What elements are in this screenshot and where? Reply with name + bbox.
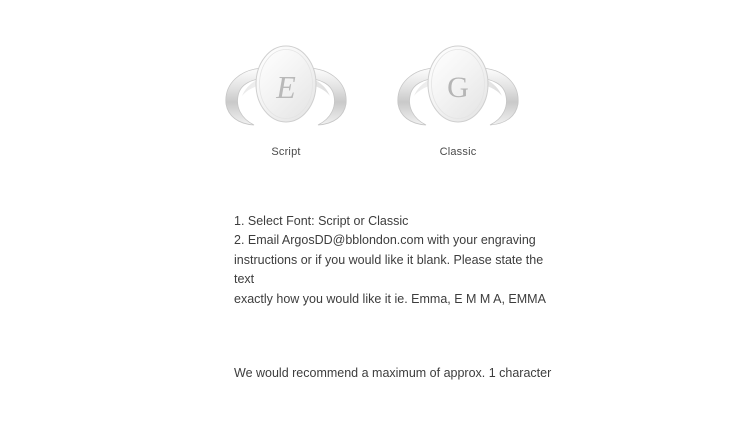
engraved-letter: G xyxy=(447,71,469,104)
instruction-line-4: exactly how you would like it ie. Emma, E M M A, EMMA xyxy=(234,291,546,306)
ring-options-row xyxy=(0,40,750,160)
instruction-line-1: 1. Select Font: Script or Classic xyxy=(234,214,409,228)
ring-option-script[interactable] xyxy=(196,40,376,158)
engraved-letter: E xyxy=(276,69,296,105)
ring-option-script-caption: Script xyxy=(271,146,301,158)
character-limit-note: We would recommend a maximum of approx. 1 character xyxy=(234,366,552,380)
ring-option-classic[interactable] xyxy=(368,40,548,158)
ring-option-classic-caption: Classic xyxy=(439,146,477,158)
instruction-line-3: instructions or if you would like it blank. Please state the text xyxy=(234,252,544,287)
instruction-line-2: 2. Email ArgosDD@bblondon.com with your engraving xyxy=(234,233,536,248)
signet-ring-classic-image xyxy=(378,40,538,140)
signet-ring-script-image xyxy=(206,40,366,140)
engraving-instructions xyxy=(234,212,564,309)
